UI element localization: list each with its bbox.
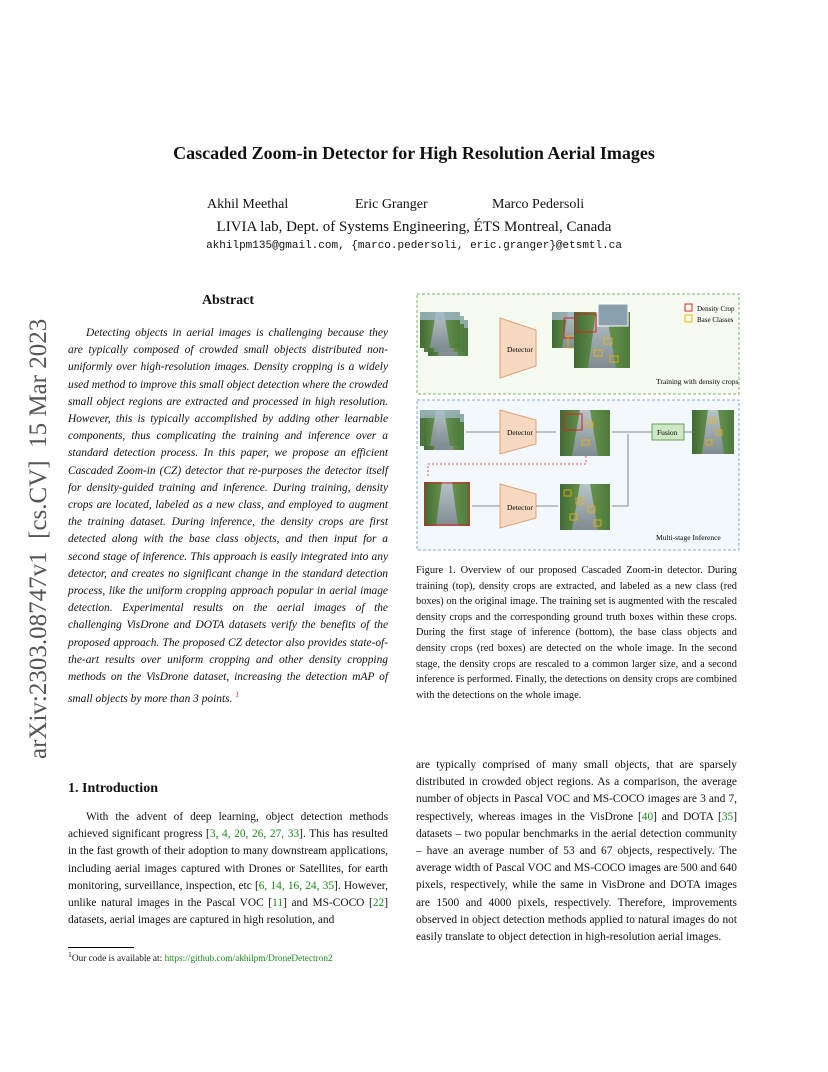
abstract-heading: Abstract <box>201 293 255 308</box>
footnote-mark: 1 <box>68 950 72 959</box>
legend-density-crop: Density Crop <box>697 305 735 313</box>
training-detector-label: Detector <box>507 345 533 354</box>
code-url-link[interactable]: https://github.com/akhilpm/DroneDetectron2 <box>164 954 333 965</box>
footnote-text: Our code is available at: <box>71 954 165 965</box>
author-1: Akhil Meethal <box>207 197 289 212</box>
arxiv-id: arXiv:2303.08747v1 [cs.CV] 15 Mar 2023 <box>25 318 52 759</box>
inference-label: Multi-stage Inference <box>656 533 721 542</box>
figure-1 <box>416 292 740 554</box>
author-2: Eric Granger <box>355 197 428 212</box>
paper-title: Cascaded Zoom-in Detector for High Resolution Aerial Images <box>173 143 655 163</box>
training-label: Training with density crops <box>656 377 739 386</box>
intro-right-text-2: ] and DOTA [ <box>653 810 722 823</box>
intro-text-5: ] datasets, aerial images are captured in high resolution, and <box>68 897 388 927</box>
inference-detector-label: Detector <box>507 428 533 437</box>
second-stage-detector-label: Detector <box>507 503 533 512</box>
figure-caption-text: Figure 1. Overview of our proposed Cascaded Zoom-in detector. During training (top), density crops are extracted, and labeled as a new class (red boxes) on the original image. The training set is augmented with the rescaled density crops and the corresponding ground truth boxes within these crops. During the first stage of inference (bottom), the base class objects and density crops (red boxes) are detected on the whole image. In the second stage, the density crops are rescaled to a common larger size, and a second inference is performed. Finally, the detections on density crops are combined with the detections on the whole image. <box>416 565 737 701</box>
citation-link[interactable]: 40 <box>641 810 654 823</box>
citation-link[interactable]: 3, 4, 20, 26, 27, 33 <box>209 828 300 841</box>
citation-link[interactable]: 22 <box>372 897 385 910</box>
footnote-rule <box>68 947 134 948</box>
abstract-body <box>68 325 388 708</box>
citation-link[interactable]: 6, 14, 16, 24, 35 <box>258 879 335 892</box>
introduction-heading: 1. Introduction <box>68 781 158 796</box>
author-emails: akhilpm135@gmail.com, {marco.pedersoli, eric.granger}@etsmtl.ca <box>206 240 622 252</box>
legend-base-classes: Base Classes <box>697 316 734 324</box>
intro-right-text-3: ] datasets – two popular benchmarks in the aerial detection community – have an average number of 53 and 67 objects, respectively. The average width of Pascal VOC and MS-COCO images are 500 and 640 pixels, respectively, while the same in VisDrone and DOTA images are 1500 and 4000 pixels, respectively. Therefore, improvements observed in object detection methods applied to natural images do not easily translate to object detection in high-resolution aerial images. <box>416 810 737 944</box>
intro-text-2: ]. This has resulted in the fast growth of their adoption to many downstream applications, including aerial images captured with Drones or Satellites, for earth monitoring, surveillance, inspection, etc [ <box>68 828 388 892</box>
abstract-text: Detecting objects in aerial images is challenging because they are typically composed of crowded small objects distributed non-uniformly over high-resolution images. Density cropping is a widely used method to improve this small object detection where the crowded small object regions are extracted and processed in high resolution. However, this is typically accomplished by adding other learnable components, thus complicating the training and inference over a standard detection process. In this paper, we propose an efficient Cascaded Zoom-in (CZ) detector that re-purposes the detector itself for density-guided training and inference. During training, density crops are located, labeled as a new class, and employed to augment the training dataset. During inference, the density crops are first detected along with the base class objects, and then input for a second stage of inference. This approach is easily integrated into any detector, and creates no significant change in the standard detection process, like the uniform cropping approach popular in aerial image detection. Experimental results on the aerial images of the challenging VisDrone and DOTA datasets verify the benefits of the proposed approach. The proposed CZ detector also provides state-of-the-art results over uniform cropping and other density cropping methods on the VisDrone dataset, increasing the detection mAP of small objects by more than 3 points. <box>68 327 388 706</box>
citation-link[interactable]: 11 <box>272 897 284 910</box>
author-3: Marco Pedersoli <box>492 197 585 212</box>
intro-text-1: With the advent of deep learning, object detection methods achieved significant progress [ <box>68 811 388 841</box>
footnote <box>68 950 398 964</box>
introduction-left-column <box>68 809 388 929</box>
fusion-label: Fusion <box>657 428 678 437</box>
intro-right-text-1: are typically comprised of many small objects, that are sparsely distributed in crowded object regions. As a comparison, the average number of objects in Pascal VOC and MS-COCO images are 3 and 7, respectively, whereas images in the VisDrone [ <box>416 759 737 823</box>
arxiv-stamp <box>19 283 55 763</box>
affiliation: LIVIA lab, Dept. of Systems Engineering, ÉTS Montreal, Canada <box>216 219 612 235</box>
figure-1-caption <box>416 563 737 703</box>
abstract-footnote-mark[interactable]: 1 <box>235 690 240 700</box>
introduction-right-column <box>416 757 737 946</box>
citation-link[interactable]: 35 <box>721 810 734 823</box>
intro-text-4: ] and MS-COCO [ <box>283 897 373 910</box>
intro-text-3: ]. However, unlike natural images in the Pascal VOC [ <box>68 879 388 910</box>
